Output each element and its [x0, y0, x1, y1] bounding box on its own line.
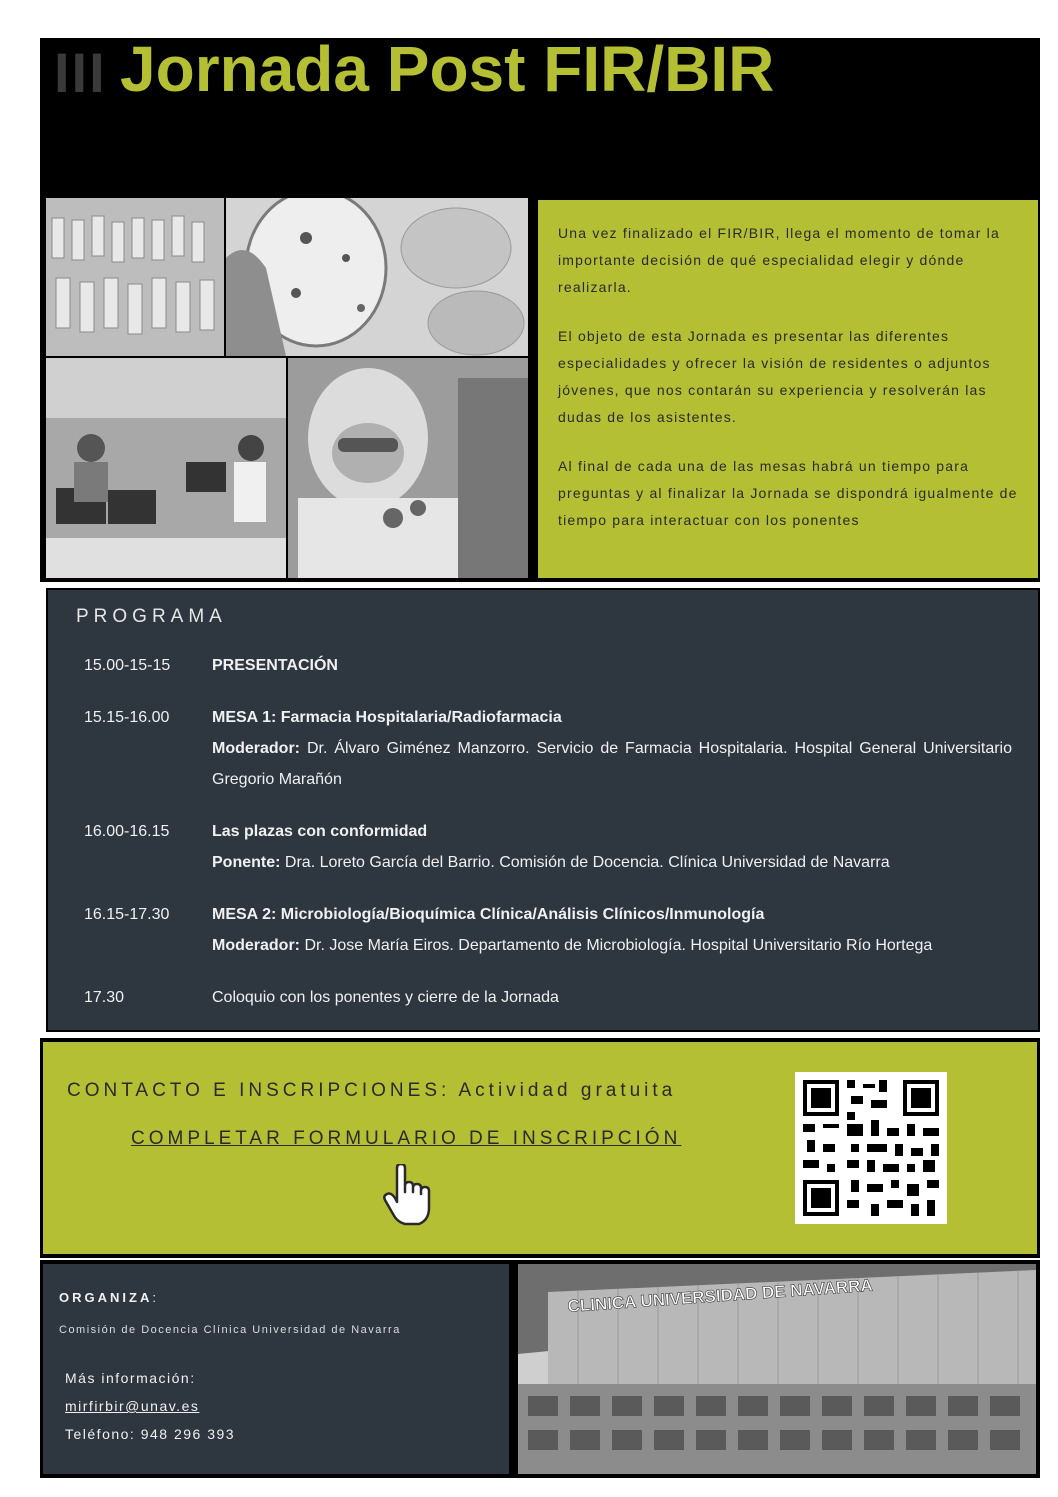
program-role: Moderador:	[212, 937, 300, 954]
building-photo	[518, 1264, 1036, 1474]
organizer-name: Comisión de Docencia Clínica Universidad de Navarra	[59, 1324, 401, 1336]
header-banner	[40, 33, 1040, 188]
program-time: 16.00-16.15	[84, 823, 170, 840]
contact-phone: Teléfono: 948 296 393	[65, 1426, 236, 1442]
program-detail: Dra. Loreto García del Barrio. Comisión de Docencia. Clínica Universidad de Navarra	[284, 854, 890, 871]
building-sign: CLINICA UNIVERSIDAD DE NAVARRA	[566, 1275, 874, 1316]
photo-lab-researcher	[288, 358, 528, 578]
program-headline: MESA 2: Microbiología/Bioquímica Clínica/Análisis Clínicos/Inmunología	[212, 906, 765, 923]
footer	[40, 1260, 1040, 1478]
program-headline: PRESENTACIÓN	[212, 657, 338, 674]
pointing-hand-icon[interactable]	[379, 1164, 439, 1228]
poster	[40, 33, 1040, 1478]
intro-paragraph-2: El objeto de esta Jornada es presentar las diferentes especialidades y ofrecer la visión de residentes o adjuntos jóvenes, que nos contarán su experiencia y resolverán las dudas de los asistentes.	[558, 328, 991, 425]
page-title: Jornada Post FIR/BIR	[120, 33, 775, 105]
program-time: 15.00-15-15	[84, 657, 171, 674]
contact-email-link[interactable]: mirfirbir@unav.es	[65, 1398, 200, 1414]
more-info-label: Más información:	[65, 1370, 196, 1386]
program-time: 17.30	[84, 989, 125, 1006]
registration-form-link[interactable]: COMPLETAR FORMULARIO DE INSCRIPCIÓN	[131, 1128, 682, 1149]
program-role: Moderador:	[212, 740, 300, 757]
organizer-panel	[43, 1264, 509, 1474]
organizer-label: ORGANIZA	[59, 1290, 153, 1305]
program-detail: Dr. Jose María Eiros. Departamento de Microbiología. Hospital Universitario Río Hortega	[304, 937, 933, 954]
contact-section	[40, 1038, 1040, 1258]
photo-collage	[40, 188, 536, 582]
intro-paragraph-3: Al final de cada una de las mesas habrá un tiempo para preguntas y al finalizar la Jornada se dispondrá igualmente de tiempo para interactuar con los ponentes	[558, 458, 1018, 528]
program-title: PROGRAMA	[76, 606, 227, 627]
program-detail: Dr. Álvaro Giménez Manzorro. Servicio de Farmacia Hospitalaria. Hospital General Universitario Gregorio Marañón	[212, 740, 1013, 788]
contact-title: CONTACTO E INSCRIPCIONES: Actividad gratuita	[67, 1080, 677, 1101]
program-headline: MESA 1: Farmacia Hospitalaria/Radiofarmacia	[212, 709, 562, 726]
qr-code[interactable]	[795, 1072, 947, 1224]
program-headline: Las plazas con conformidad	[212, 823, 428, 840]
program-time: 16.15-17.30	[84, 906, 170, 923]
program-detail: Coloquio con los ponentes y cierre de la Jornada	[212, 989, 559, 1006]
organizer-colon: :	[152, 1290, 159, 1305]
photo-petri-dish	[226, 198, 528, 356]
program-role: Ponente:	[212, 854, 281, 871]
edition-number: III	[54, 41, 107, 104]
intro-panel	[536, 188, 1040, 582]
program-time: 15.15-16.00	[84, 709, 170, 726]
photo-control-room	[46, 358, 286, 578]
program-section	[46, 588, 1040, 1032]
photo-vials	[46, 198, 224, 356]
intro-paragraph-1: Una vez finalizado el FIR/BIR, llega el momento de tomar la importante decisión de qué especialidad elegir y dónde realizarla.	[558, 225, 1000, 295]
